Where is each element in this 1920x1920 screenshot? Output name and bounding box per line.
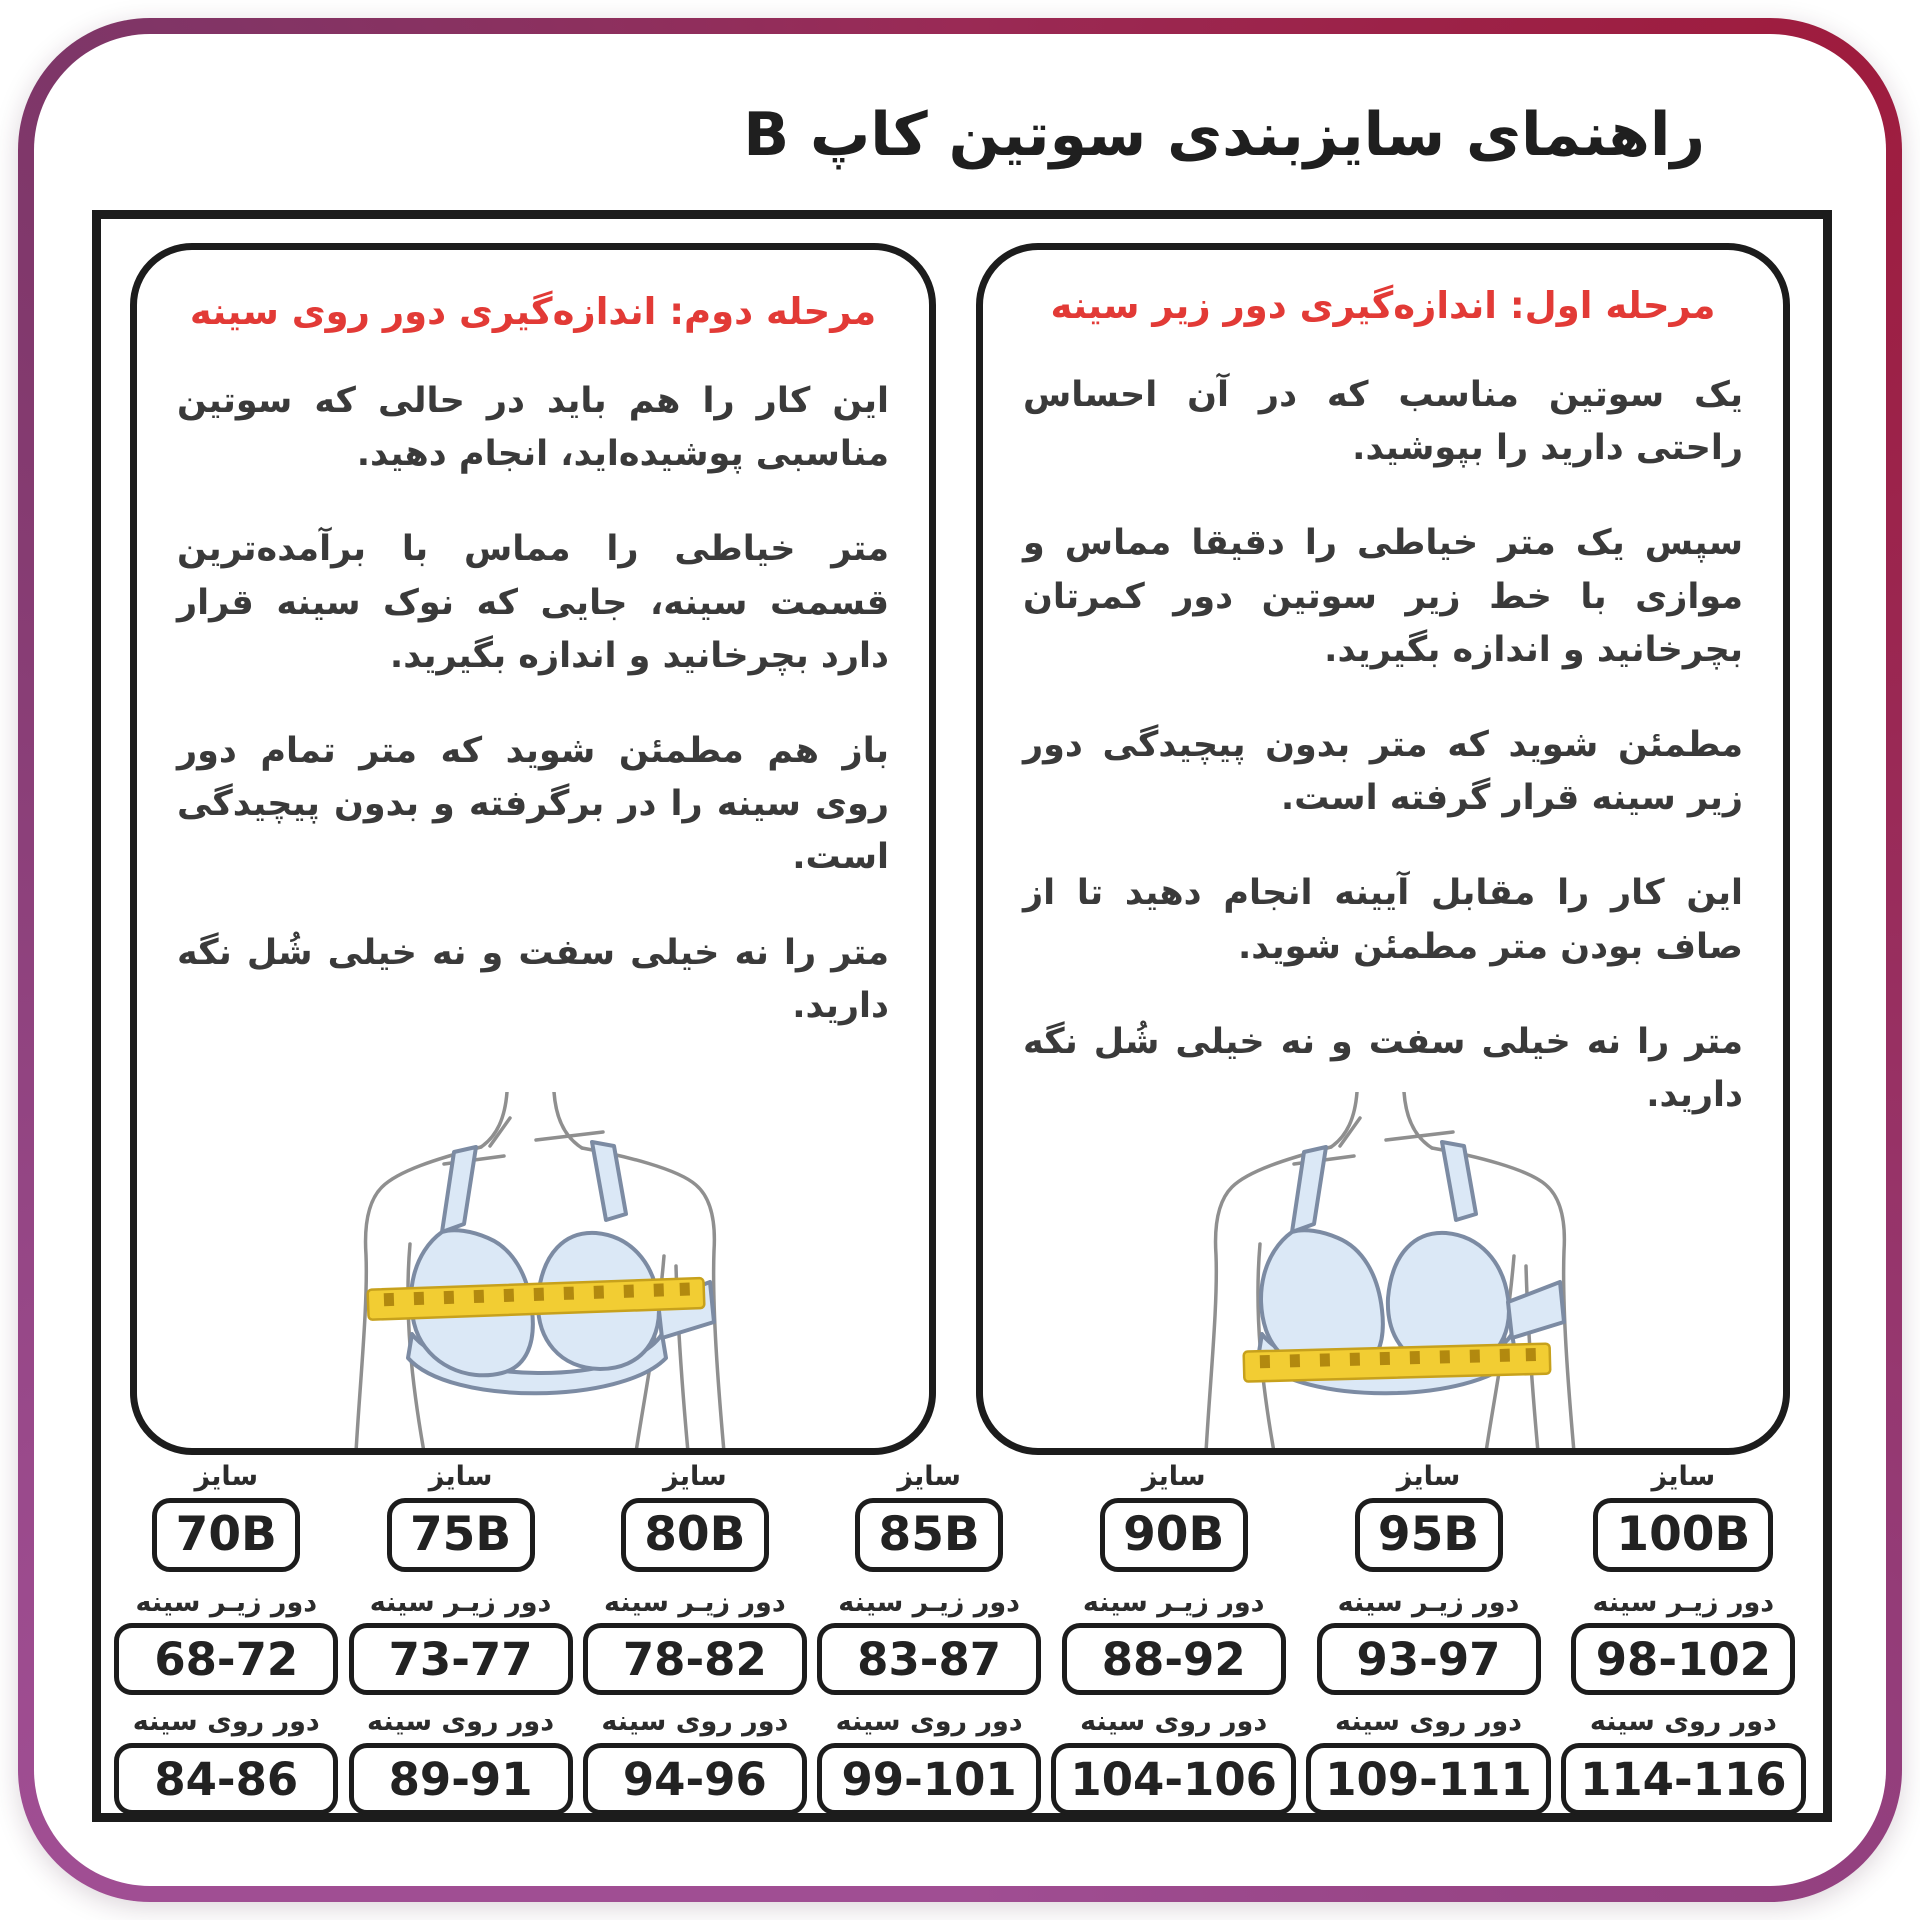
- underbust-label: دور زیـر سینه: [1082, 1586, 1265, 1618]
- step2-paragraph: این کار را هم باید در حالی که سوتین مناسبی پوشیده‌اید، انجام دهید.: [177, 381, 889, 475]
- underbust-range-box: 88-92: [1062, 1623, 1286, 1695]
- overbust-range-box: 94-96: [583, 1743, 807, 1815]
- size-column-75b: [349, 1462, 573, 1827]
- overbust-label: دور روی سینه: [1335, 1706, 1523, 1738]
- underbust-range-box: 78-82: [583, 1623, 807, 1695]
- size-label: سایز: [663, 1461, 727, 1492]
- overbust-range-box: 89-91: [349, 1743, 573, 1815]
- overbust-label: دور روی سینه: [367, 1706, 555, 1738]
- underbust-label: دور زیـر سینه: [135, 1586, 318, 1618]
- step1-paragraph: مطمئن شوید که متر بدون پیچیدگی دور زیر سینه قرار گرفته است.: [1023, 724, 1743, 819]
- underbust-label: دور زیـر سینه: [838, 1586, 1020, 1618]
- underbust-range-box: 83-87: [817, 1623, 1041, 1695]
- size-table: [104, 1462, 1816, 1827]
- size-column-95b: [1306, 1462, 1551, 1827]
- size-label: سایز: [194, 1461, 259, 1492]
- size-value-box: 100B: [1593, 1498, 1773, 1572]
- size-column-90b: [1051, 1462, 1296, 1827]
- size-value-box: 90B: [1100, 1498, 1248, 1572]
- step2-paragraph: باز هم مطمئن شوید که متر تمام دور روی سینه را در برگرفته و بدون پیچیدگی است.: [177, 730, 889, 878]
- size-column-85b: [817, 1462, 1041, 1827]
- size-value-box: 80B: [621, 1498, 769, 1572]
- overbust-range-box: 109-111: [1306, 1743, 1551, 1815]
- step1-paragraph: سپس یک متر خیاطی را دقیقا مماس و موازی با خط زیر سوتین دور کمرتان بچرخانید و اندازه بگیرید.: [1023, 523, 1743, 670]
- overbust-range-box: 84-86: [114, 1743, 338, 1815]
- underbust-label: دور زیـر سینه: [1337, 1586, 1520, 1618]
- size-label: سایز: [428, 1461, 493, 1492]
- bra-underbust-measure-illustration: [1148, 1092, 1618, 1452]
- size-label: سایز: [1651, 1461, 1716, 1492]
- step2-paragraph: متر را نه خیلی سفت و نه خیلی شُل نگه دارید.: [177, 932, 889, 1026]
- size-value-box: 70B: [152, 1498, 300, 1572]
- underbust-label: دور زیـر سینه: [369, 1586, 552, 1618]
- overbust-label: دور روی سینه: [132, 1706, 320, 1738]
- size-label: سایز: [897, 1461, 961, 1492]
- underbust-label: دور زیـر سینه: [1592, 1586, 1775, 1618]
- size-label: سایز: [1396, 1461, 1461, 1492]
- size-value-box: 75B: [387, 1498, 535, 1572]
- bra-overbust-measure-illustration: [298, 1092, 768, 1452]
- underbust-range-box: 93-97: [1317, 1623, 1541, 1695]
- overbust-label: دور روی سینه: [1589, 1706, 1777, 1738]
- bra-graphic: [408, 1142, 714, 1393]
- panel-step1: [976, 243, 1790, 1455]
- size-label: سایز: [1141, 1461, 1206, 1492]
- underbust-range-box: 73-77: [349, 1623, 573, 1695]
- page-title: راهنمای سایزبندی سوتین کاپ B: [743, 100, 1705, 170]
- overbust-label: دور روی سینه: [1080, 1706, 1268, 1738]
- overbust-range-box: 114-116: [1561, 1743, 1806, 1815]
- step1-paragraph: یک سوتین مناسب که در آن احساس راحتی دارید را بپوشید.: [1023, 375, 1743, 469]
- size-column-70b: [114, 1462, 338, 1827]
- size-column-100b: [1561, 1462, 1806, 1827]
- size-value-box: 95B: [1355, 1498, 1503, 1572]
- overbust-range-box: 104-106: [1051, 1743, 1296, 1815]
- step2-paragraph: متر خیاطی را مماس با برآمده‌ترین قسمت سینه، جایی که نوک سینه قرار دارد بچرخانید و اندازه بگیرید.: [177, 529, 889, 676]
- overbust-range-box: 99-101: [817, 1743, 1041, 1815]
- step1-paragraph: این کار را مقابل آیینه انجام دهید تا از صاف بودن متر مطمئن شوید.: [1023, 873, 1743, 967]
- measuring-tape-under-bust: [1244, 1344, 1551, 1382]
- underbust-range-box: 68-72: [114, 1623, 338, 1695]
- panel-step2: [130, 243, 936, 1455]
- step1-paragraph: متر را نه خیلی سفت و نه خیلی شُل نگه دارید.: [1023, 1021, 1743, 1115]
- size-column-80b: [583, 1462, 807, 1827]
- overbust-label: دور روی سینه: [601, 1706, 789, 1738]
- underbust-label: دور زیـر سینه: [604, 1586, 786, 1618]
- step2-header: مرحله دوم: اندازه‌گیری دور روی سینه: [189, 290, 877, 333]
- size-value-box: 85B: [855, 1498, 1003, 1572]
- overbust-label: دور روی سینه: [835, 1706, 1023, 1738]
- step1-header: مرحله اول: اندازه‌گیری دور زیر سینه: [1050, 284, 1716, 327]
- underbust-range-box: 98-102: [1571, 1623, 1795, 1695]
